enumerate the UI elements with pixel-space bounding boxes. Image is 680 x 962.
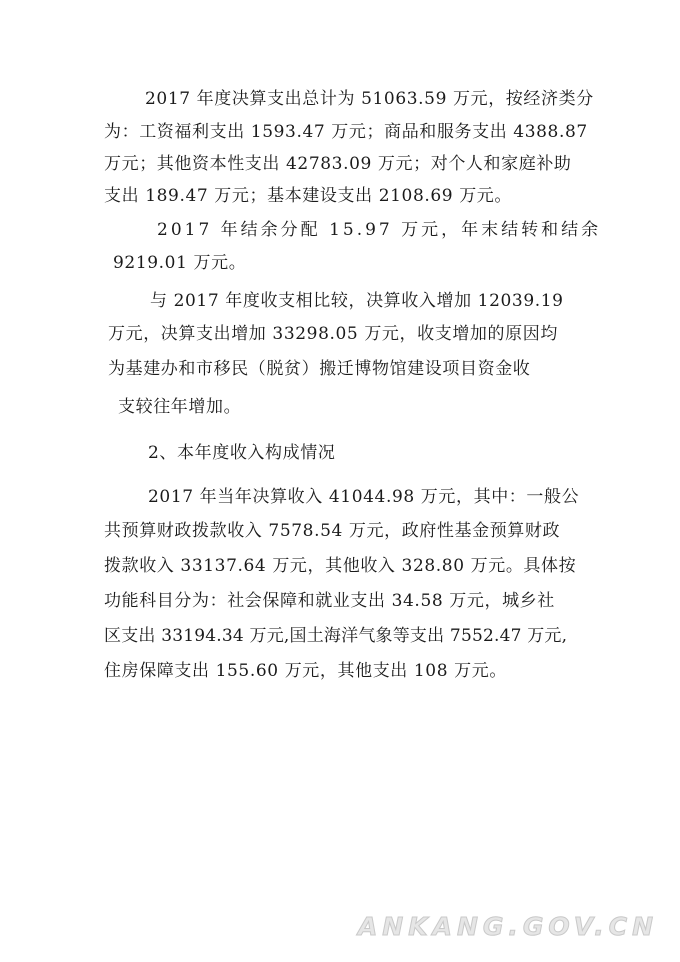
paragraph-4-line-2: 共预算财政拨款收入 7578.54 万元，政府性基金预算财政 xyxy=(104,521,561,541)
paragraph-4-line-3: 拨款收入 33137.64 万元，其他收入 328.80 万元。具体按 xyxy=(104,556,577,576)
paragraph-4-line-5: 区支出 33194.34 万元,国土海洋气象等支出 7552.47 万元, xyxy=(104,626,568,646)
paragraph-2-line-2: 9219.01 万元。 xyxy=(113,253,247,273)
paragraph-3-line-3: 为基建办和市移民（脱贫）搬迁博物馆建设项目资金收 xyxy=(108,359,531,379)
paragraph-3-line-2: 万元，决算支出增加 33298.05 万元，收支增加的原因均 xyxy=(108,324,558,344)
paragraph-3-line-1: 与 2017 年度收支相比较，决算收入增加 12039.19 xyxy=(150,291,564,311)
section-heading: 2、本年度收入构成情况 xyxy=(148,443,336,463)
site-watermark: ANKANG.GOV.CN xyxy=(357,912,658,941)
paragraph-4-line-1: 2017 年当年决算收入 41044.98 万元，其中：一般公 xyxy=(148,487,580,507)
paragraph-4-line-4: 功能科目分为：社会保障和就业支出 34.58 万元，城乡社 xyxy=(104,591,555,611)
paragraph-4-line-6: 住房保障支出 155.60 万元，其他支出 108 万元。 xyxy=(104,661,507,681)
paragraph-1-line-3: 万元；其他资本性支出 42783.09 万元；对个人和家庭补助 xyxy=(104,154,572,174)
paragraph-1-line-4: 支出 189.47 万元；基本建设支出 2108.69 万元。 xyxy=(104,186,512,206)
paragraph-3-line-4: 支较往年增加。 xyxy=(118,397,242,417)
paragraph-1-line-1: 2017 年度决算支出总计为 51063.59 万元，按经济类分 xyxy=(145,89,594,109)
paragraph-1-line-2: 为：工资福利支出 1593.47 万元；商品和服务支出 4388.87 xyxy=(104,122,588,142)
paragraph-2-line-1: 2017 年结余分配 15.97 万元，年末结转和结余 xyxy=(157,220,602,240)
